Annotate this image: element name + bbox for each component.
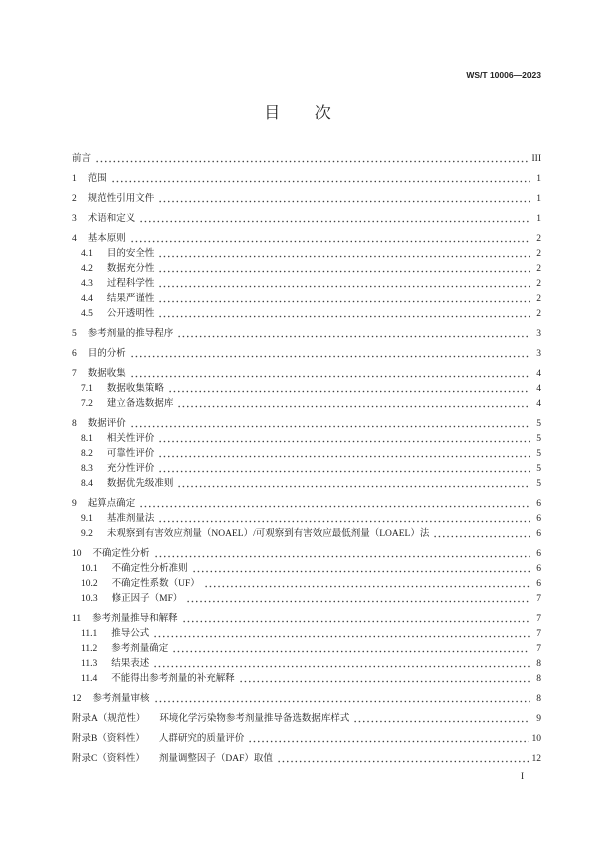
toc-entry-number: 3 bbox=[72, 214, 77, 224]
toc-entry-number: 11.2 bbox=[81, 644, 98, 654]
dot-leader bbox=[433, 535, 530, 538]
dot-leader bbox=[153, 635, 530, 638]
toc-entry-page: 2 bbox=[536, 234, 541, 244]
dot-leader bbox=[353, 720, 530, 723]
toc-entry-page: 2 bbox=[536, 264, 541, 274]
dot-leader bbox=[172, 650, 530, 653]
toc-entry-number: 4.4 bbox=[81, 294, 93, 304]
toc-entry-number: 4.3 bbox=[81, 279, 93, 289]
toc-entry-title: 目的安全性 bbox=[106, 249, 155, 259]
toc-entry-title: 推导公式 bbox=[111, 629, 150, 639]
dot-leader bbox=[158, 455, 530, 458]
toc-entry-page: 6 bbox=[536, 564, 541, 574]
toc-entry-title: 数据评价 bbox=[87, 419, 126, 429]
toc-entry-number: 7.1 bbox=[81, 384, 93, 394]
toc-entry-page: 1 bbox=[536, 194, 541, 204]
toc-entry-number: 10.3 bbox=[81, 594, 98, 604]
dot-leader bbox=[168, 390, 530, 393]
toc-entry-page: 2 bbox=[536, 249, 541, 259]
toc-entry-title: 不能得出参考剂量的补充解释 bbox=[111, 674, 235, 684]
toc-entry-page: 6 bbox=[536, 514, 541, 524]
toc-entry bbox=[72, 152, 541, 167]
toc-entry-page: 5 bbox=[536, 479, 541, 489]
dot-leader bbox=[158, 270, 530, 273]
toc-entry-number: 4.1 bbox=[81, 249, 93, 259]
toc-entry-page: 7 bbox=[536, 594, 541, 604]
toc-entry bbox=[72, 347, 541, 362]
toc-entry bbox=[72, 712, 541, 727]
dot-leader bbox=[158, 285, 530, 288]
toc-entry-page: 6 bbox=[536, 499, 541, 509]
toc-entry bbox=[72, 462, 541, 477]
toc-entry-page: 5 bbox=[536, 419, 541, 429]
toc-entry-title: 目的分析 bbox=[87, 349, 126, 359]
toc-entry bbox=[72, 277, 541, 292]
toc-entry bbox=[72, 172, 541, 187]
toc-entry bbox=[72, 477, 541, 492]
toc-entry bbox=[72, 692, 541, 707]
dot-leader bbox=[158, 520, 530, 523]
toc-entry bbox=[72, 247, 541, 262]
toc-entry bbox=[72, 327, 541, 342]
toc-entry-number: 4.5 bbox=[81, 309, 93, 319]
toc-entry-title: 参考剂量的推导程序 bbox=[87, 329, 174, 339]
toc-entry-number: 7.2 bbox=[81, 399, 93, 409]
toc-entry-title: 不确定性分析准则 bbox=[111, 564, 188, 574]
toc-entry-title: 建立备选数据库 bbox=[106, 399, 174, 409]
toc-entry-number: 1 bbox=[72, 174, 77, 184]
toc-entry bbox=[72, 212, 541, 227]
toc-entry bbox=[72, 417, 541, 432]
toc-entry-number: 10.1 bbox=[81, 564, 98, 574]
toc-entry-number: 9.2 bbox=[81, 529, 93, 539]
toc-entry bbox=[72, 732, 541, 747]
toc-entry-title: 数据收集 bbox=[87, 369, 126, 379]
toc-entry-page: 8 bbox=[536, 659, 541, 669]
toc-entry-title: 基准剂量法 bbox=[106, 514, 155, 524]
toc-entry-page: 2 bbox=[536, 309, 541, 319]
dot-leader bbox=[277, 760, 529, 763]
dot-leader bbox=[204, 585, 530, 588]
toc-entry bbox=[72, 192, 541, 207]
toc-entry-number: 8 bbox=[72, 419, 77, 429]
toc-entry bbox=[72, 752, 541, 767]
toc-entry-number: 7 bbox=[72, 369, 77, 379]
toc-entry-number: 9.1 bbox=[81, 514, 93, 524]
toc-entry-page: 2 bbox=[536, 294, 541, 304]
toc-entry-page: 3 bbox=[536, 349, 541, 359]
dot-leader bbox=[158, 470, 530, 473]
table-of-contents bbox=[72, 152, 541, 767]
toc-entry-number: 5 bbox=[72, 329, 77, 339]
toc-entry-title: 剂量调整因子（DAF）取值 bbox=[158, 754, 273, 764]
toc-entry bbox=[72, 547, 541, 562]
toc-entry bbox=[72, 432, 541, 447]
dot-leader bbox=[130, 375, 530, 378]
toc-entry bbox=[72, 397, 541, 412]
toc-entry-page: 12 bbox=[531, 754, 541, 764]
toc-entry-page: 7 bbox=[536, 644, 541, 654]
toc-entry-page: 9 bbox=[536, 714, 541, 724]
toc-entry bbox=[72, 642, 541, 657]
dot-leader bbox=[158, 440, 530, 443]
document-code: WS/T 10006—2023 bbox=[466, 70, 541, 80]
toc-entry-page: 8 bbox=[536, 674, 541, 684]
toc-entry-page: 4 bbox=[536, 369, 541, 379]
dot-leader bbox=[177, 335, 530, 338]
toc-entry-page: 4 bbox=[536, 399, 541, 409]
page-title: 目 次 bbox=[264, 105, 331, 122]
toc-entry-page: 1 bbox=[536, 214, 541, 224]
toc-entry-title: 结果严谨性 bbox=[106, 294, 155, 304]
toc-entry-title: 充分性评价 bbox=[106, 464, 155, 474]
toc-entry-title: 范围 bbox=[87, 174, 107, 184]
toc-entry-title: 基本原则 bbox=[87, 234, 126, 244]
toc-entry bbox=[72, 292, 541, 307]
toc-entry-title: 参考剂量推导和解释 bbox=[92, 614, 178, 624]
toc-entry-page: 3 bbox=[536, 329, 541, 339]
toc-entry-title: 参考剂量确定 bbox=[111, 644, 169, 654]
dot-leader bbox=[158, 300, 530, 303]
toc-entry bbox=[72, 657, 541, 672]
toc-entry-page: 6 bbox=[536, 529, 541, 539]
appendix-label: 附录B（资料性） bbox=[72, 734, 145, 744]
toc-entry bbox=[72, 592, 541, 607]
toc-entry bbox=[72, 367, 541, 382]
dot-leader bbox=[186, 600, 530, 603]
page-number: I bbox=[521, 772, 525, 782]
toc-entry-number: 4 bbox=[72, 234, 77, 244]
toc-entry-number: 6 bbox=[72, 349, 77, 359]
toc-entry-page: 5 bbox=[536, 464, 541, 474]
toc-entry bbox=[72, 527, 541, 542]
dot-leader bbox=[177, 485, 530, 488]
dot-leader bbox=[158, 200, 530, 203]
toc-entry bbox=[72, 672, 541, 687]
dot-leader bbox=[182, 620, 530, 623]
toc-entry bbox=[72, 577, 541, 592]
toc-entry bbox=[72, 382, 541, 397]
toc-entry-title: 起算点确定 bbox=[87, 499, 136, 509]
dot-leader bbox=[192, 570, 530, 573]
dot-leader bbox=[154, 700, 530, 703]
toc-entry-title: 不确定性系数（UF） bbox=[111, 579, 200, 589]
toc-entry-title: 参考剂量审核 bbox=[92, 694, 150, 704]
dot-leader bbox=[158, 255, 530, 258]
toc-entry-number: 10 bbox=[72, 549, 82, 559]
toc-entry-number: 11.3 bbox=[81, 659, 98, 669]
toc-entry-title: 修正因子（MF） bbox=[111, 594, 183, 604]
toc-entry-number: 2 bbox=[72, 194, 77, 204]
toc-entry-number: 8.2 bbox=[81, 449, 93, 459]
dot-leader bbox=[130, 355, 530, 358]
dot-leader bbox=[154, 555, 530, 558]
dot-leader bbox=[177, 405, 530, 408]
toc-entry bbox=[72, 262, 541, 277]
toc-entry-number: 11 bbox=[72, 614, 82, 624]
toc-entry-title: 结果表述 bbox=[111, 659, 150, 669]
dot-leader bbox=[95, 160, 528, 163]
dot-leader bbox=[130, 425, 530, 428]
toc-entry-title: 环境化学污染物参考剂量推导备选数据库样式 bbox=[159, 714, 350, 724]
appendix-label: 附录C（资料性） bbox=[72, 754, 145, 764]
toc-entry-page: III bbox=[531, 154, 541, 164]
toc-entry bbox=[72, 612, 541, 627]
toc-entry-title: 术语和定义 bbox=[87, 214, 136, 224]
toc-entry-page: 7 bbox=[536, 629, 541, 639]
toc-entry-page: 1 bbox=[536, 174, 541, 184]
toc-entry-title: 未观察到有害效应剂量（NOAEL）/可观察到有害效应最低剂量（LOAEL）法 bbox=[106, 529, 430, 539]
toc-entry-number: 8.4 bbox=[81, 479, 93, 489]
dot-leader bbox=[158, 315, 530, 318]
toc-entry bbox=[72, 512, 541, 527]
toc-entry-number: 11.1 bbox=[81, 629, 98, 639]
toc-entry-title: 前言 bbox=[72, 154, 92, 164]
appendix-label: 附录A（规范性） bbox=[72, 714, 146, 724]
toc-entry-number: 10.2 bbox=[81, 579, 98, 589]
toc-entry-title: 数据优先级准则 bbox=[106, 479, 174, 489]
toc-entry-title: 不确定性分析 bbox=[92, 549, 150, 559]
toc-entry-page: 7 bbox=[536, 614, 541, 624]
toc-entry bbox=[72, 562, 541, 577]
dot-leader bbox=[139, 220, 530, 223]
toc-entry-title: 可靠性评价 bbox=[106, 449, 155, 459]
toc-entry-title: 过程科学性 bbox=[106, 279, 155, 289]
toc-entry-page: 8 bbox=[536, 694, 541, 704]
toc-entry bbox=[72, 232, 541, 247]
toc-entry bbox=[72, 307, 541, 322]
toc-entry-title: 数据收集策略 bbox=[106, 384, 164, 394]
toc-entry-page: 6 bbox=[536, 549, 541, 559]
toc-entry-title: 数据充分性 bbox=[106, 264, 155, 274]
dot-leader bbox=[239, 680, 530, 683]
toc-entry-page: 5 bbox=[536, 434, 541, 444]
toc-entry-number: 12 bbox=[72, 694, 82, 704]
toc-entry-page: 2 bbox=[536, 279, 541, 289]
toc-entry-number: 8.1 bbox=[81, 434, 93, 444]
dot-leader bbox=[130, 240, 530, 243]
toc-entry bbox=[72, 447, 541, 462]
dot-leader bbox=[153, 665, 530, 668]
toc-entry-title: 规范性引用文件 bbox=[87, 194, 155, 204]
toc-entry bbox=[72, 497, 541, 512]
toc-entry-page: 6 bbox=[536, 579, 541, 589]
toc-entry-title: 相关性评价 bbox=[106, 434, 155, 444]
toc-entry-number: 8.3 bbox=[81, 464, 93, 474]
toc-entry-title: 公开透明性 bbox=[106, 309, 155, 319]
toc-entry-number: 4.2 bbox=[81, 264, 93, 274]
dot-leader bbox=[139, 505, 530, 508]
toc-entry-number: 11.4 bbox=[81, 674, 98, 684]
toc-entry-number: 9 bbox=[72, 499, 77, 509]
dot-leader bbox=[111, 180, 530, 183]
toc-entry-page: 4 bbox=[536, 384, 541, 394]
dot-leader bbox=[248, 740, 528, 743]
toc-entry bbox=[72, 627, 541, 642]
toc-entry-title: 人群研究的质量评价 bbox=[158, 734, 245, 744]
toc-entry-page: 5 bbox=[536, 449, 541, 459]
toc-entry-page: 10 bbox=[531, 734, 541, 744]
